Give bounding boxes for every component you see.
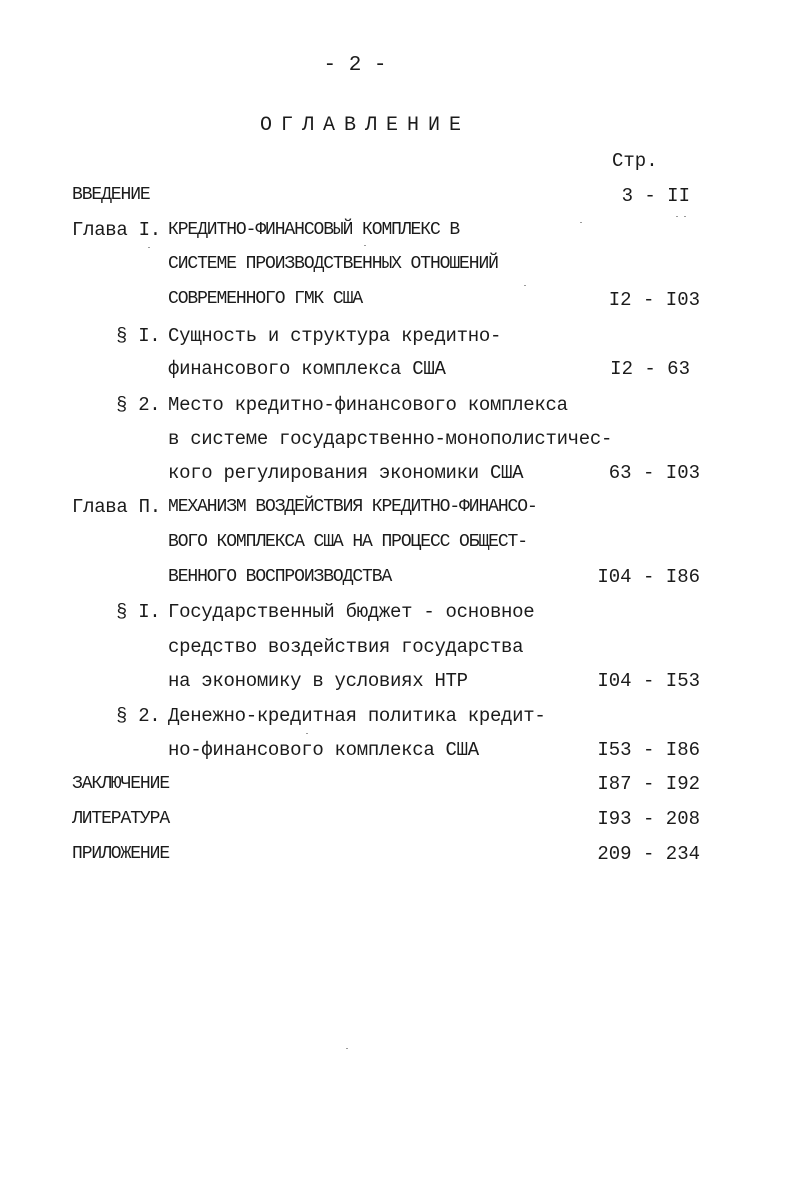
toc-entry-title-line: Сущность и структура кредитно- <box>168 325 502 347</box>
toc-entry-label: Глава I. <box>72 219 161 241</box>
toc-entry-title-line: Денежно-кредитная политика кредит- <box>168 705 546 727</box>
toc-entry-label: § 2. <box>116 394 161 416</box>
toc-entry-pages: I93 - 208 <box>597 808 700 830</box>
toc-entry-title: ЛИТЕРАТУРА <box>72 809 170 829</box>
toc-entry-label: § I. <box>116 601 161 623</box>
toc-entry-title-line: ВЕННОГО ВОСПРОИЗВОДСТВА <box>168 567 392 587</box>
toc-entry-title-line: СОВРЕМЕННОГО ГМК США <box>168 289 363 309</box>
toc-entry-label: § 2. <box>116 705 161 727</box>
toc-entry-pages: I53 - I86 <box>597 739 700 761</box>
toc-entry-title-line: Государственный бюджет - основное <box>168 601 535 623</box>
toc-entry-pages: I87 - I92 <box>597 773 700 795</box>
toc-entry-title-line: Место кредитно-финансового комплекса <box>168 394 568 416</box>
toc-entry-pages: I2 - 63 <box>610 358 690 380</box>
toc-entry-pages: I04 - I86 <box>597 566 700 588</box>
page-number: - 2 - <box>323 54 387 77</box>
toc-entry-label: § I. <box>116 325 161 347</box>
toc-entry-title-line: в системе государственно-монополистичес- <box>168 428 613 450</box>
toc-entry-pages: 3 - II <box>621 185 690 207</box>
toc-entry-title-line: кого регулирования экономики США <box>168 462 524 484</box>
toc-entry-title-line: на экономику в условиях НТР <box>168 670 468 692</box>
scan-speck <box>364 245 366 246</box>
scan-speck <box>524 285 526 286</box>
toc-title: ОГЛАВЛЕНИЕ <box>259 114 471 137</box>
toc-entry-title: ВВЕДЕНИЕ <box>72 185 150 205</box>
scan-speck <box>148 247 150 248</box>
toc-entry-title: ПРИЛОЖЕНИЕ <box>72 844 170 864</box>
toc-entry-title-line: ВОГО КОМПЛЕКСА США НА ПРОЦЕСС ОБЩЕСТ- <box>168 532 527 552</box>
toc-entry-title-line: КРЕДИТНО-ФИНАНСОВЫЙ КОМПЛЕКС В <box>168 220 460 240</box>
toc-entry-pages: 209 - 234 <box>597 843 700 865</box>
toc-entry-title-line: но-финансового комплекса США <box>168 739 479 761</box>
toc-entry-title-line: СИСТЕМЕ ПРОИЗВОДСТВЕННЫХ ОТНОШЕНИЙ <box>168 254 498 274</box>
toc-entry-title-line: финансового комплекса США <box>168 358 446 380</box>
scan-speck <box>580 222 582 223</box>
page-column-header: Стр. <box>612 150 658 172</box>
scan-speck <box>346 1048 348 1049</box>
toc-entry-title-line: средство воздействия государства <box>168 636 524 658</box>
toc-entry-title: ЗАКЛЮЧЕНИЕ <box>72 774 170 794</box>
scan-speck <box>684 216 686 217</box>
toc-entry-pages: 63 - I03 <box>608 462 700 484</box>
toc-entry-pages: I2 - I03 <box>608 289 700 311</box>
toc-entry-pages: I04 - I53 <box>597 670 700 692</box>
toc-entry-title-line: МЕХАНИЗМ ВОЗДЕЙСТВИЯ КРЕДИТНО-ФИНАНСО- <box>168 497 537 517</box>
toc-entry-label: Глава П. <box>72 496 161 518</box>
scan-speck <box>306 733 308 734</box>
scan-speck <box>676 216 678 217</box>
